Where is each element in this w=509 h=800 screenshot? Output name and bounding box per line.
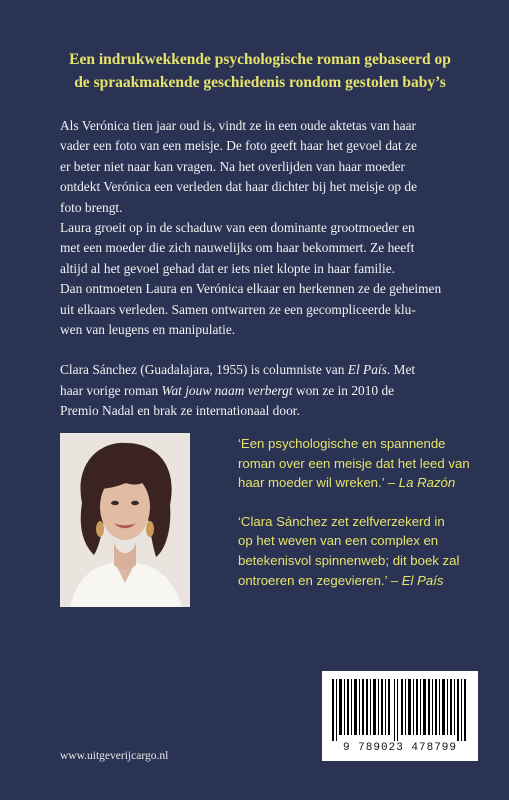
quote-1-text: haar moeder wil wreken.’ – <box>238 475 399 491</box>
author-photo <box>60 433 190 607</box>
quote-1-source: La Razón <box>398 475 456 491</box>
quote-2-line: ‘Clara Sánchez zet zelfverzekerd in <box>238 513 445 529</box>
isbn-barcode <box>322 671 478 761</box>
author-bio-text: won ze in 2010 de <box>292 382 395 398</box>
author-bio-line <box>60 381 460 401</box>
synopsis-p1-line: er beter niet naar kan vragen. Na het overlijden van haar moeder <box>60 158 406 174</box>
barcode-icon <box>330 679 470 741</box>
quote-2-source: El País <box>401 572 444 588</box>
isbn-number: 9 789023 478799 <box>342 742 458 754</box>
tagline-line-2: de spraakmakende geschiedenis rondom gestolen baby’s <box>74 74 446 91</box>
author-bio-line <box>60 360 460 380</box>
synopsis-p1-line: foto brengt. <box>60 199 123 215</box>
synopsis-p1-line: ontdekt Verónica een verleden dat haar dichter bij het meisje op de <box>60 179 418 195</box>
press-quotes <box>238 434 478 590</box>
quote-2-line: op het weven van een complex en <box>238 533 439 549</box>
synopsis-p2-line: Laura groeit op in de schaduw van een dominante grootmoeder en <box>60 220 415 236</box>
newspaper-name: El País <box>347 362 387 378</box>
quote-2-line: betekenisvol spinnenweb; dit boek zal <box>238 552 460 568</box>
synopsis-p2-line: Dan ontmoeten Laura en Verónica elkaar en herkennen ze de geheimen <box>60 281 442 297</box>
quote-1-line: ‘Een psychologische en spannende <box>238 436 446 451</box>
synopsis-p2-line: uit elkaars verleden. Samen ontwarren ze een gecompliceerde klu- <box>60 301 416 317</box>
author-portrait-icon <box>60 433 190 607</box>
synopsis-p2-line: wen van leugens en manipulatie. <box>60 322 236 338</box>
synopsis-p2-line: met een moeder die zich nauwelijks om haar bekommert. Ze heeft <box>60 240 415 256</box>
synopsis <box>60 116 460 422</box>
author-bio-text: . Met <box>386 362 416 378</box>
quote-2-line <box>238 571 478 591</box>
synopsis-p2-line: altijd al het gevoel gehad dat er iets niet klopte in haar familie. <box>60 260 396 276</box>
synopsis-p1-line: Als Verónica tien jaar oud is, vindt ze in een oude aktetas van haar <box>60 118 416 133</box>
author-bio-text: haar vorige roman <box>60 382 162 398</box>
synopsis-p1-line: vader een foto van een meisje. De foto geeft haar het gevoel dat ze <box>60 138 417 154</box>
quote-1-line: roman over een meisje dat het leed van <box>238 455 470 471</box>
quote-1-line <box>238 473 478 493</box>
tagline-line-1: Een indrukwekkende psychologische roman gebaseerd op <box>69 51 451 68</box>
author-bio-line: Premio Nadal en brak ze internationaal door. <box>60 403 300 419</box>
tagline <box>40 48 480 94</box>
publisher-website: www.uitgeverijcargo.nl <box>60 750 169 762</box>
previous-novel-title: Wat jouw naam verbergt <box>161 382 293 398</box>
quote-2-text: ontroeren en zegevieren.’ – <box>238 572 402 588</box>
author-bio-text: Clara Sánchez (Guadalajara, 1955) is columniste van <box>60 362 348 378</box>
